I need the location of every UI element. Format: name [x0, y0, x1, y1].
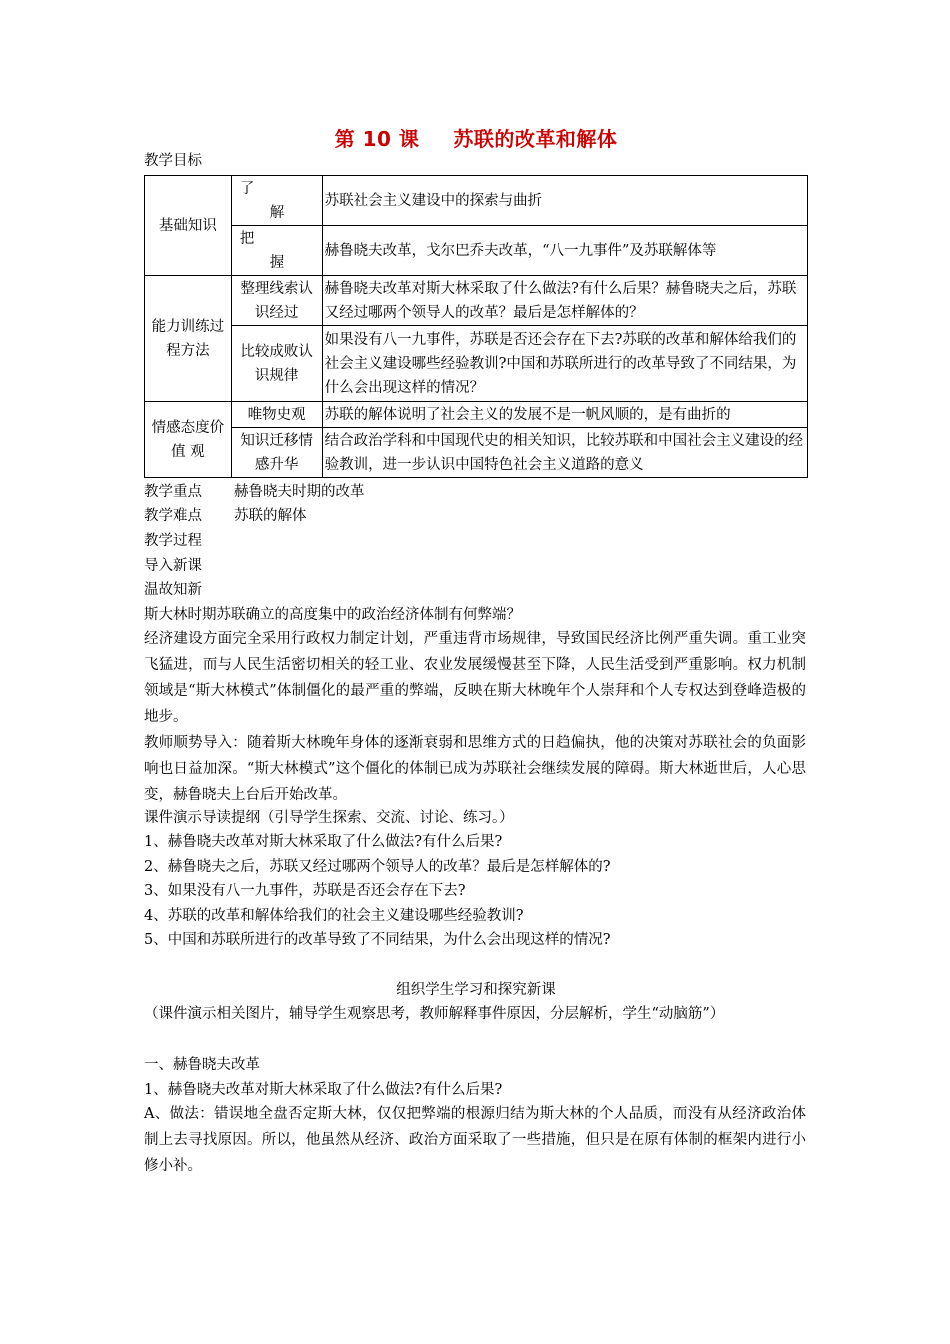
lesson-topic: 苏联的改革和解体 [453, 127, 618, 151]
new-lesson-heading: 组织学生学习和探究新课 [396, 982, 556, 998]
key-point-row [144, 480, 365, 504]
category-values: 情感态度价值 观 [145, 402, 232, 478]
teacher-intro: 教师顺势导入：随着斯大林晚年身体的逐渐衰弱和思维方式的日趋偏执，他的决策对苏联社会的负面影响也日益加深。“斯大林模式”这个僵化的体制已成为苏联社会继续发展的障碍。斯大林逝世后，人心思变，赫鲁晓夫上台后开始改革。 [144, 735, 806, 803]
key-point-value: 赫鲁晓夫时期的改革 [234, 484, 365, 500]
category-ability: 能力训练过程方法 [145, 276, 232, 402]
part1-question: 1、赫鲁晓夫改革对斯大林采取了什么做法?有什么后果? [144, 1082, 503, 1098]
key-point-label: 教学重点 [144, 484, 202, 500]
review-question: 斯大林时期苏联确立的高度集中的政治经济体制有何弊端？ [144, 607, 521, 623]
label-materialism: 唯物史观 [231, 402, 322, 428]
outline-item: 5、中国和苏联所进行的改革导致了不同结果，为什么会出现这样的情况? [144, 932, 611, 948]
category-basic-knowledge: 基础知识 [145, 176, 232, 276]
new-lesson-note: （课件演示相关图片，辅导学生观察思考，教师解释事件原因，分层解析，学生“动脑筋”） [144, 1006, 725, 1022]
content-clue: 赫鲁晓夫改革对斯大林采取了什么做法?有什么后果？赫鲁晓夫之后，苏联又经过哪两个领导人的改革？最后是怎样解体的？ [322, 276, 807, 326]
process-label: 教学过程 [144, 533, 202, 549]
outline-item: 4、苏联的改革和解体给我们的社会主义建设哪些经验教训? [144, 908, 524, 924]
difficulty-label: 教学难点 [144, 508, 202, 524]
outline-item: 3、如果没有八一九事件，苏联是否还会存在下去? [144, 883, 466, 899]
label-grasp: 把 握 [231, 226, 322, 276]
content-transfer: 结合政治学科和中国现代史的相关知识，比较苏联和中国社会主义建设的经验教训，进一步认识中国特色社会主义道路的意义 [322, 428, 807, 478]
page-title [144, 123, 808, 152]
part1-heading: 一、赫鲁晓夫改革 [144, 1057, 260, 1073]
difficulty-value: 苏联的解体 [234, 508, 307, 524]
intro-label: 导入新课 [144, 558, 202, 574]
label-compare: 比较成败认识规律 [231, 326, 322, 402]
review-label: 温故知新 [144, 582, 202, 598]
content-understand: 苏联社会主义建设中的探索与曲折 [322, 176, 807, 226]
part1-answer-a: A、做法：错误地全盘否定斯大林，仅仅把弊端的根源归结为斯大林的个人品质，而没有从经济政治体制上去寻找原因。所以，他虽然从经济、政治方面采取了一些措施，但只是在原有体制的框架内进行小修小补。 [144, 1106, 806, 1174]
review-answer: 经济建设方面完全采用行政权力制定计划，严重违背市场规律，导致国民经济比例严重失调。重工业突飞猛进，而与人民生活密切相关的轻工业、农业发展缓慢甚至下降，人民生活受到严重影响。权力机制领域是“斯大林模式”体制僵化的最严重的弊端，反映在斯大林晚年个人崇拜和个人专权达到登峰造极的地步。 [144, 631, 806, 725]
difficulty-row [144, 504, 307, 528]
content-materialism: 苏联的解体说明了社会主义的发展不是一帆风顺的，是有曲折的 [322, 402, 807, 428]
content-compare: 如果没有八一九事件，苏联是否还会存在下去?苏联的改革和解体给我们的社会主义建设哪些经验教训?中国和苏联所进行的改革导致了不同结果，为什么会出现这样的情况？ [322, 326, 807, 402]
label-transfer: 知识迁移情感升华 [231, 428, 322, 478]
objectives-heading: 教学目标 [144, 153, 202, 169]
lesson-number: 第 10 课 [334, 127, 420, 151]
outline-item: 1、赫鲁晓夫改革对斯大林采取了什么做法?有什么后果? [144, 834, 503, 850]
label-clue: 整理线索认识经过 [231, 276, 322, 326]
label-understand: 了 解 [231, 176, 322, 226]
outline-item: 2、赫鲁晓夫之后，苏联又经过哪两个领导人的改革？最后是怎样解体的? [144, 859, 611, 875]
outline-heading: 课件演示导读提纲（引导学生探索、交流、讨论、练习。） [144, 810, 514, 826]
objectives-table [144, 175, 808, 478]
content-grasp: 赫鲁晓夫改革，戈尔巴乔夫改革，“八一九事件”及苏联解体等 [322, 226, 807, 276]
